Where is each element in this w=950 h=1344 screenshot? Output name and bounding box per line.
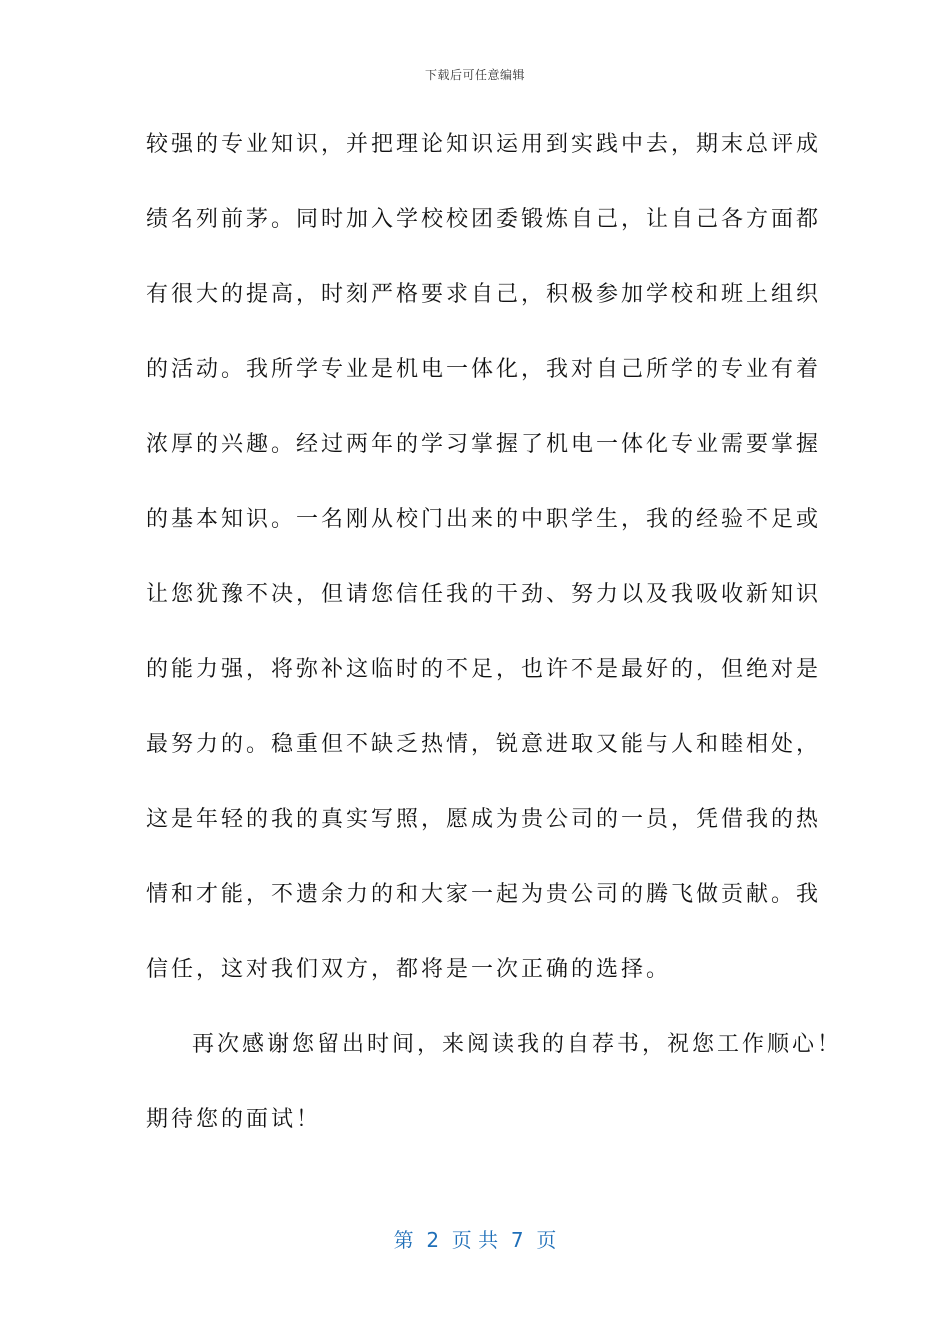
paragraph-line: 让您犹豫不决，但请您信任我的干劲、努力以及我吸收新知识 xyxy=(146,582,822,607)
paragraph-line: 最努力的。稳重但不缺乏热情，锐意进取又能与人和睦相处， xyxy=(146,732,822,757)
paragraph-line: 的活动。我所学专业是机电一体化，我对自己所学的专业有着 xyxy=(146,357,822,382)
paragraph-line: 情和才能，不遗余力的和大家一起为贵公司的腾飞做贡献。我 xyxy=(146,882,822,907)
paragraph-line: 的能力强，将弥补这临时的不足，也许不是最好的，但绝对是 xyxy=(146,657,822,682)
paragraph-line-indented: 再次感谢您留出时间，来阅读我的自荐书，祝您工作顺心！ xyxy=(192,1032,843,1057)
paragraph-line: 浓厚的兴趣。经过两年的学习掌握了机电一体化专业需要掌握 xyxy=(146,432,822,457)
paragraph-line: 期待您的面试！ xyxy=(146,1107,322,1132)
page-number-footer: 第 2 页 共 7 页 xyxy=(393,1228,557,1252)
header-note: 下载后可任意编辑 xyxy=(424,68,525,82)
paragraph-line: 绩名列前茅。同时加入学校校团委锻炼自己，让自己各方面都 xyxy=(146,207,822,232)
paragraph-line: 的基本知识。一名刚从校门出来的中职学生，我的经验不足或 xyxy=(146,507,822,532)
paragraph-line: 这是年轻的我的真实写照，愿成为贵公司的一员，凭借我的热 xyxy=(146,807,822,832)
paragraph-line: 较强的专业知识，并把理论知识运用到实践中去，期末总评成 xyxy=(146,132,822,157)
document-body xyxy=(146,126,843,1176)
paragraph-line: 有很大的提高，时刻严格要求自己，积极参加学校和班上组织 xyxy=(146,282,822,307)
paragraph-line: 信任，这对我们双方，都将是一次正确的选择。 xyxy=(146,957,672,982)
